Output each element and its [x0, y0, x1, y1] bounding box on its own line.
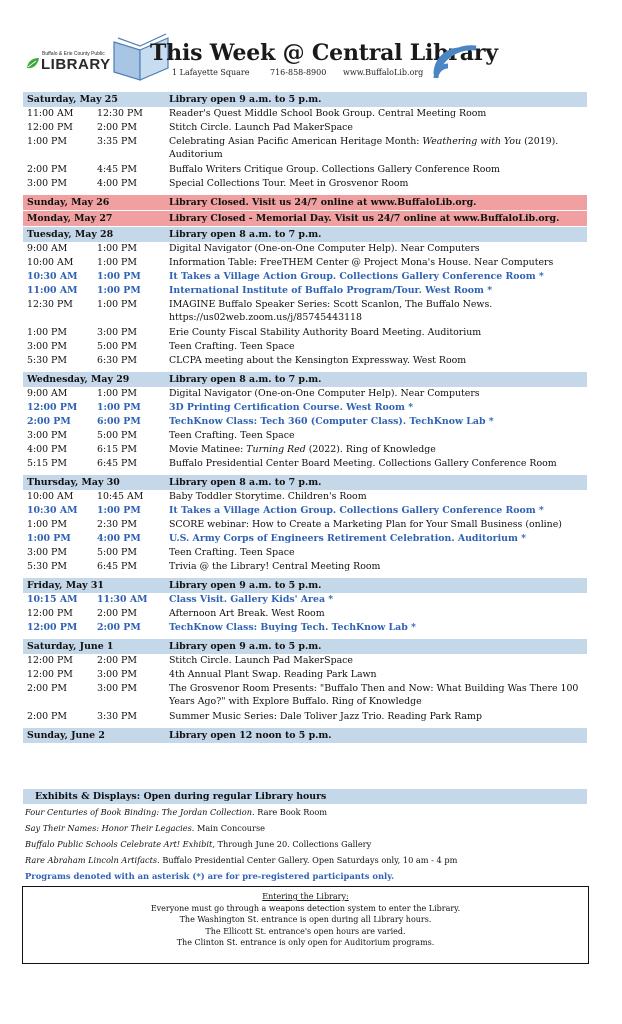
event-description: Class Visit. Gallery Kids' Area * [169, 594, 334, 605]
event-start: 2:00 PM [27, 711, 67, 722]
day-header-closed [23, 211, 587, 226]
event-row [23, 354, 587, 368]
event-description: It Takes a Village Action Group. Collections Gallery Conference Room * [169, 271, 544, 282]
event-description: Reader's Quest Middle School Book Group. Central Meeting Room [169, 108, 487, 119]
day-date: Monday, May 27 [27, 213, 113, 224]
event-row [23, 654, 587, 668]
event-description: Baby Toddler Storytime. Children's Room [169, 491, 367, 502]
day-header [23, 475, 587, 490]
event-end: 10:45 AM [97, 491, 144, 502]
event-row [23, 682, 587, 710]
event-row [23, 326, 587, 340]
event-description: Summer Music Series: Dale Toliver Jazz Trio. Reading Park Ramp [169, 711, 482, 722]
library-website[interactable]: www.BuffaloLib.org [343, 68, 424, 77]
event-row [23, 340, 587, 354]
event-start: 12:00 PM [27, 402, 78, 413]
event-end: 3:00 PM [97, 683, 137, 694]
event-start: 2:00 PM [27, 683, 67, 694]
event-description-prefix: Celebrating Asian Pacific American Heritage Month: [169, 136, 423, 147]
event-start: 12:00 PM [27, 122, 73, 133]
event-description: Trivia @ the Library! Central Meeting Room [169, 561, 381, 572]
day-date: Sunday, May 26 [27, 197, 110, 208]
event-row [23, 457, 587, 471]
event-end: 3:30 PM [97, 711, 137, 722]
event-start: 1:00 PM [27, 519, 67, 530]
event-start: 5:30 PM [27, 355, 67, 366]
event-end: 1:00 PM [97, 271, 141, 282]
event-row [23, 177, 587, 191]
day-date: Tuesday, May 28 [27, 229, 114, 240]
event-row [23, 387, 587, 401]
event-description: U.S. Army Corps of Engineers Retirement Celebration. Auditorium * [169, 533, 527, 544]
event-start: 1:00 PM [27, 136, 67, 147]
day-header [23, 92, 587, 107]
event-row-registration [23, 504, 587, 518]
event-end: 2:00 PM [97, 622, 141, 633]
event-row-registration [23, 532, 587, 546]
event-description: Stitch Circle. Launch Pad MakerSpace [169, 655, 353, 666]
event-start: 12:30 PM [27, 299, 73, 310]
exhibit-name: Buffalo Public Schools Celebrate Art! Exhibit, [25, 839, 215, 849]
event-start: 12:00 PM [27, 669, 73, 680]
event-start: 4:00 PM [27, 444, 67, 455]
entering-title: Entering the Library: [262, 892, 349, 901]
event-description: Buffalo Presidential Center Board Meeting. Collections Gallery Conference Room [169, 458, 557, 469]
event-row-registration [23, 621, 587, 635]
leaf-icon [26, 57, 40, 70]
event-end: 6:45 PM [97, 458, 137, 469]
event-description-suffix: (2022). Ring of Knowledge [305, 444, 436, 455]
exhibit-item [23, 820, 587, 836]
event-description: CLCPA meeting about the Kensington Expressway. West Room [169, 355, 467, 366]
event-end: 5:00 PM [97, 547, 137, 558]
page-title: This Week @ Central Library [150, 40, 498, 66]
event-row [23, 546, 587, 560]
day-status: Library Closed - Memorial Day. Visit us 24/7 online at www.BuffaloLib.org. [169, 213, 560, 224]
exhibit-location: Buffalo Presidential Center Gallery. Open Saturdays only, 10 am - 4 pm [159, 855, 458, 865]
day-status: Library open 9 a.m. to 5 p.m. [169, 94, 322, 105]
logo-subtitle: Buffalo & Erie County Public [42, 51, 105, 57]
exhibit-name: Say Their Names: Honor Their Legacies. [25, 823, 195, 833]
event-row [23, 121, 587, 135]
event-end: 6:45 PM [97, 561, 137, 572]
event-end: 3:35 PM [97, 136, 137, 147]
event-start: 2:00 PM [27, 164, 67, 175]
day-header-closed [23, 195, 587, 210]
event-start: 11:00 AM [27, 285, 78, 296]
event-description: The Grosvenor Room Presents: "Buffalo Then and Now: What Building Was There 100 Years Ago?" with Explore Buffalo. Ring of Knowledge [169, 683, 579, 707]
event-row [23, 163, 587, 177]
event-row [23, 298, 587, 326]
event-row [23, 607, 587, 621]
event-description: Digital Navigator (One-on-One Computer Help). Near Computers [169, 388, 480, 399]
event-start: 10:00 AM [27, 257, 74, 268]
event-end: 1:00 PM [97, 257, 137, 268]
event-description: Erie County Fiscal Stability Authority Board Meeting. Auditorium [169, 327, 482, 338]
event-start: 5:15 PM [27, 458, 67, 469]
event-row [23, 560, 587, 574]
event-description: International Institute of Buffalo Program/Tour. West Room * [169, 285, 493, 296]
event-start: 12:00 PM [27, 608, 73, 619]
entering-line: Everyone must go through a weapons detection system to enter the Library. [150, 903, 461, 913]
entering-line: The Washington St. entrance is open during all Library hours. [179, 915, 432, 925]
event-end: 2:30 PM [97, 519, 137, 530]
event-description: Teen Crafting. Teen Space [169, 547, 295, 558]
event-start: 10:00 AM [27, 491, 74, 502]
event-description-prefix: Movie Matinee: [169, 444, 247, 455]
event-row [23, 668, 587, 682]
event-start: 1:00 PM [27, 327, 67, 338]
event-start: 9:00 AM [27, 388, 68, 399]
day-date: Wednesday, May 29 [27, 374, 130, 385]
event-row [23, 443, 587, 457]
day-status: Library open 12 noon to 5 p.m. [169, 730, 332, 741]
film-title: Turning Red [246, 444, 306, 455]
event-end: 11:30 AM [97, 594, 148, 605]
event-row [23, 256, 587, 270]
day-date: Friday, May 31 [27, 580, 104, 591]
logo-wordmark: LIBRARY [41, 56, 111, 73]
event-description: Digital Navigator (One-on-One Computer Help). Near Computers [169, 243, 480, 254]
day-header [23, 578, 587, 593]
event-end: 2:00 PM [97, 655, 137, 666]
event-description: It Takes a Village Action Group. Collections Gallery Conference Room * [169, 505, 544, 516]
event-description: IMAGINE Buffalo Speaker Series: Scott Scanlon, The Buffalo News. https://us02web.zoom.us/j/85745443118 [169, 299, 493, 323]
asterisk-note: Programs denoted with an asterisk (*) are for pre-registered participants only. [25, 871, 395, 881]
exhibit-location: Through June 20. Collections Gallery [214, 839, 372, 849]
exhibit-item [23, 836, 587, 852]
event-end: 3:00 PM [97, 669, 137, 680]
event-start: 3:00 PM [27, 341, 67, 352]
library-logo[interactable] [26, 50, 116, 76]
event-description [169, 135, 585, 161]
day-status: Library open 9 a.m. to 5 p.m. [169, 641, 322, 652]
day-status: Library Closed. Visit us 24/7 online at www.BuffaloLib.org. [169, 197, 477, 208]
event-end: 1:00 PM [97, 299, 137, 310]
event-start: 3:00 PM [27, 178, 67, 189]
event-description: 4th Annual Plant Swap. Reading Park Lawn [169, 669, 377, 680]
event-row-registration [23, 284, 587, 298]
event-start: 5:30 PM [27, 561, 67, 572]
exhibits-section [23, 789, 587, 884]
event-end: 12:30 PM [97, 108, 143, 119]
event-end: 4:45 PM [97, 164, 137, 175]
event-description: Teen Crafting. Teen Space [169, 430, 295, 441]
event-row [23, 242, 587, 256]
day-status: Library open 9 a.m. to 5 p.m. [169, 580, 322, 591]
event-start: 3:00 PM [27, 547, 67, 558]
event-description-suffix: (2019). Auditorium [169, 136, 559, 160]
film-title: Weathering with You [422, 136, 522, 147]
event-start: 2:00 PM [27, 416, 71, 427]
day-date: Thursday, May 30 [27, 477, 120, 488]
event-end: 5:00 PM [97, 430, 137, 441]
day-date: Saturday, May 25 [27, 94, 118, 105]
event-start: 12:00 PM [27, 655, 73, 666]
entering-library-box [22, 886, 589, 964]
day-status: Library open 8 a.m. to 7 p.m. [169, 229, 322, 240]
event-description: Buffalo Writers Critique Group. Collections Gallery Conference Room [169, 164, 500, 175]
event-end: 6:00 PM [97, 416, 141, 427]
exhibits-heading: Exhibits & Displays: Open during regular Library hours [23, 789, 587, 804]
event-start: 11:00 AM [27, 108, 74, 119]
event-end: 2:00 PM [97, 122, 137, 133]
event-row [23, 518, 587, 532]
event-description: TechKnow Class: Buying Tech. TechKnow Lab * [169, 622, 416, 633]
wifi-icon [432, 30, 484, 86]
event-description [169, 443, 585, 456]
event-end: 1:00 PM [97, 402, 141, 413]
event-end: 6:30 PM [97, 355, 137, 366]
exhibit-location: Main Concourse [194, 823, 265, 833]
event-row [23, 107, 587, 121]
event-end: 1:00 PM [97, 388, 137, 399]
day-header [23, 372, 587, 387]
event-start: 9:00 AM [27, 243, 68, 254]
event-end: 4:00 PM [97, 178, 137, 189]
day-header [23, 639, 587, 654]
event-end: 6:15 PM [97, 444, 137, 455]
event-row [23, 429, 587, 443]
event-end: 1:00 PM [97, 285, 141, 296]
event-description: 3D Printing Certification Course. West Room * [169, 402, 414, 413]
event-row-registration [23, 415, 587, 429]
exhibit-name: Four Centuries of Book Binding: The Jordan Collection. [25, 807, 255, 817]
event-end: 3:00 PM [97, 327, 137, 338]
day-header [23, 728, 587, 743]
exhibit-name: Rare Abraham Lincoln Artifacts. [25, 855, 160, 865]
exhibit-item [23, 852, 587, 868]
day-header [23, 227, 587, 242]
day-date: Sunday, June 2 [27, 730, 105, 741]
exhibit-location: Rare Book Room [254, 807, 328, 817]
event-end: 4:00 PM [97, 533, 141, 544]
exhibit-item [23, 804, 587, 820]
event-start: 10:30 AM [27, 271, 78, 282]
event-start: 10:30 AM [27, 505, 78, 516]
event-start: 3:00 PM [27, 430, 67, 441]
event-row [23, 135, 587, 163]
event-start: 12:00 PM [27, 622, 78, 633]
event-description: Information Table: FreeTHEM Center @ Project Mona's House. Near Computers [169, 257, 554, 268]
event-row [23, 490, 587, 504]
day-status: Library open 8 a.m. to 7 p.m. [169, 374, 322, 385]
library-phone[interactable]: 716-858-8900 [270, 68, 327, 77]
day-date: Saturday, June 1 [27, 641, 114, 652]
event-end: 1:00 PM [97, 243, 137, 254]
event-start: 1:00 PM [27, 533, 71, 544]
event-row [23, 710, 587, 724]
event-description: Teen Crafting. Teen Space [169, 341, 295, 352]
day-status: Library open 8 a.m. to 7 p.m. [169, 477, 322, 488]
event-row-registration [23, 593, 587, 607]
event-description: TechKnow Class: Tech 360 (Computer Class). TechKnow Lab * [169, 416, 494, 427]
event-description: Afternoon Art Break. West Room [169, 608, 325, 619]
event-end: 1:00 PM [97, 505, 141, 516]
event-description: SCORE webinar: How to Create a Marketing Plan for Your Small Business (online) [169, 519, 562, 530]
event-row-registration [23, 270, 587, 284]
event-description: Stitch Circle. Launch Pad MakerSpace [169, 122, 353, 133]
entering-line: The Clinton St. entrance is only open for Auditorium programs. [176, 938, 435, 948]
event-end: 2:00 PM [97, 608, 137, 619]
weekly-schedule [23, 92, 587, 743]
library-address: 1 Lafayette Square [172, 68, 250, 77]
event-end: 5:00 PM [97, 341, 137, 352]
event-start: 10:15 AM [27, 594, 78, 605]
event-description: Special Collections Tour. Meet in Grosvenor Room [169, 178, 409, 189]
entering-line: The Ellicott St. entrance's open hours are varied. [205, 926, 406, 936]
event-row-registration [23, 401, 587, 415]
